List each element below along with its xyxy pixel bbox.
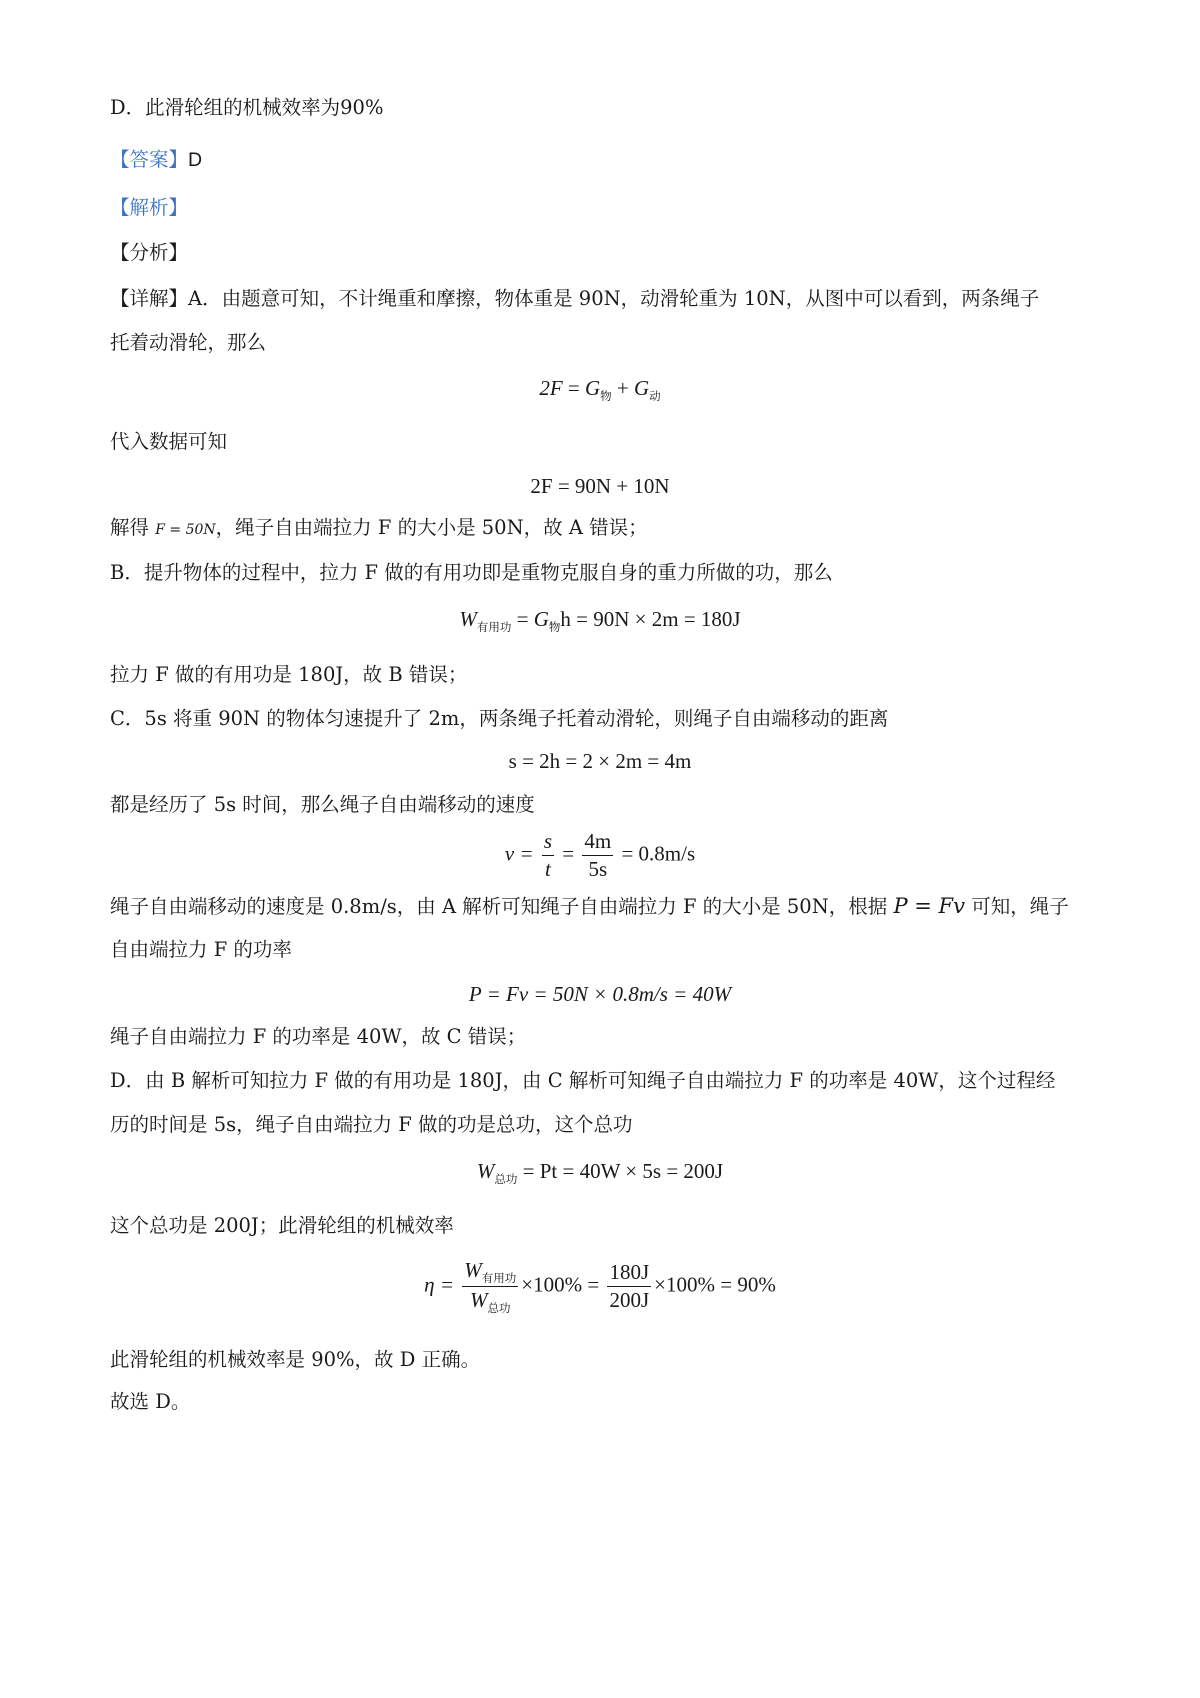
eq1-g1: G xyxy=(584,376,601,400)
equation-velocity: v = $\frac{s}{t}$ = $\frac{4m}{5s}$ = 0.8m/s xyxy=(0,828,1200,884)
eq8-num1 xyxy=(462,1257,518,1287)
eq8-num-w: W xyxy=(464,1258,482,1282)
answer-value: D xyxy=(188,149,203,171)
eq7-rest: = Pt = 40W × 5s = 200J xyxy=(522,1159,724,1183)
equation-substitution: 2F = 90N + 10N xyxy=(530,474,670,498)
fenxi-label: 【分析】 xyxy=(110,241,189,264)
eq3-w: W xyxy=(459,607,477,631)
eq7-w: W xyxy=(476,1159,495,1183)
part-d-line2: 历的时间是 5s，绳子自由端拉力 F 做的功是总功，这个总功 xyxy=(110,1113,633,1136)
part-c-line1: C．5s 将重 90N 的物体匀速提升了 2m，两条绳子托着动滑轮，则绳子自由端移动的距离 xyxy=(110,707,889,730)
eq3-g-sub: 物 xyxy=(548,620,561,634)
eq1-sub1: 物 xyxy=(600,389,612,403)
solve-suffix: ，绳子自由端拉力 F 的大小是 50N，故 A 错误； xyxy=(215,516,648,539)
eq5-fraction1 xyxy=(542,828,554,884)
eq8-mid: ×100% = xyxy=(521,1272,600,1297)
eq1-lhs: 2F xyxy=(539,376,563,400)
c3-text-a: 绳子自由端移动的速度是 0.8m/s，由 A 解析可知绳子自由端拉力 F 的大小是 50N，根据 xyxy=(110,895,888,918)
solve-line xyxy=(110,518,648,538)
eq3-g: G xyxy=(533,607,549,631)
equation-efficiency xyxy=(0,1257,1200,1316)
eq5-v: v = xyxy=(504,841,534,866)
eq8-num-sub: 有用功 xyxy=(481,1271,517,1285)
eq5-result: = 0.8m/s xyxy=(621,841,696,866)
detail-a-line1: 【详解】A．由题意可知，不计绳重和摩擦，物体重是 90N，动滑轮重为 10N，从图中可以看到，两条绳子 xyxy=(110,287,1040,310)
eq3-w-sub: 有用功 xyxy=(476,620,512,634)
equation-total-work xyxy=(0,1161,1200,1186)
eq8-den2: 200J xyxy=(609,1287,650,1312)
part-c-line4: 自由端拉力 F 的功率 xyxy=(110,938,292,961)
part-c-line5: 绳子自由端拉力 F 的功率是 40W，故 C 错误； xyxy=(110,1025,527,1048)
eq5-num2: 4m xyxy=(582,828,613,856)
c3-text-b: 可知，绳子 xyxy=(971,895,1069,918)
part-c-line2: 都是经历了 5s 时间，那么绳子自由端移动的速度 xyxy=(110,793,535,816)
eq5-num1: s xyxy=(542,828,554,856)
answer-label: 【答案】 xyxy=(110,148,189,171)
c3-formula: P = Fv xyxy=(893,894,965,918)
equation-force-balance: $2F = G_物 + G_动$ xyxy=(539,376,661,403)
solve-prefix: 解得 xyxy=(110,516,150,539)
eq8-fraction2 xyxy=(607,1259,651,1315)
eq8-den-w: W xyxy=(470,1287,488,1312)
part-b-line1: B．提升物体的过程中，拉力 F 做的有用功即是重物克服自身的重力所做的功，那么 xyxy=(110,561,833,584)
eq5-den2: 5s xyxy=(588,857,608,882)
part-d-line3: 这个总功是 200J；此滑轮组的机械效率 xyxy=(110,1214,454,1237)
eq5-den1: t xyxy=(545,857,551,882)
eq5-fraction2 xyxy=(582,828,613,884)
analysis-label: 【解析】 xyxy=(110,196,189,219)
part-d-line1: D．由 B 解析可知拉力 F 做的有用功是 180J，由 C 解析可知绳子自由端拉力 F 的功率是 40W，这个过程经 xyxy=(110,1069,1056,1092)
part-c-line3 xyxy=(110,896,1069,917)
eq7-w-sub: 总功 xyxy=(494,1172,518,1186)
part-d-line4: 此滑轮组的机械效率是 90%，故 D 正确。 xyxy=(110,1348,481,1371)
eq8-den1 xyxy=(462,1287,518,1316)
eq8-den-sub: 总功 xyxy=(487,1300,511,1315)
equation-power: P = Fv = 50N × 0.8m/s = 40W xyxy=(468,982,732,1006)
eq1-sub2: 动 xyxy=(649,389,661,403)
detail-a-line2: 托着动滑轮，那么 xyxy=(110,331,267,354)
eq8-eta: η = xyxy=(424,1272,455,1297)
option-d: D．此滑轮组的机械效率为90% xyxy=(110,96,384,119)
eq8-result: ×100% = 90% xyxy=(654,1272,776,1297)
equation-useful-work: $W_{有用功} = G_物h = 90N \times 2m = 180J$ xyxy=(459,607,741,634)
eq8-fraction1 xyxy=(462,1257,518,1316)
eq1-g2: G xyxy=(634,376,650,400)
eq8-num2: 180J xyxy=(607,1259,651,1287)
equation-distance: s = 2h = 2 × 2m = 4m xyxy=(508,749,692,773)
part-b-line2: 拉力 F 做的有用功是 180J，故 B 错误； xyxy=(110,663,468,686)
substitute-line: 代入数据可知 xyxy=(110,430,228,453)
answer-line xyxy=(110,150,202,171)
final-answer: 故选 D。 xyxy=(110,1390,191,1413)
solve-value: F = 50N xyxy=(155,522,216,538)
eq3-rest: h = 90N × 2m = 180J xyxy=(560,607,741,631)
